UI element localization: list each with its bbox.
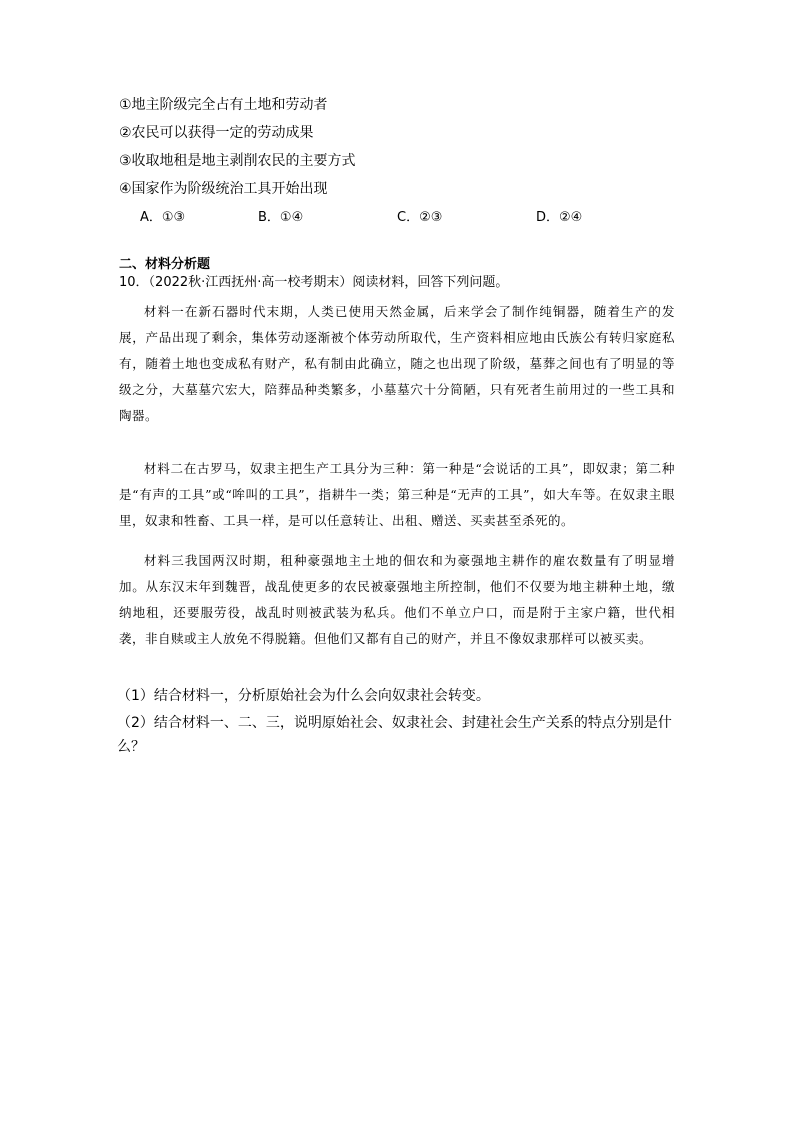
- sub-question-2: （2）结合材料一、二、三，说明原始社会、奴隶社会、封建社会生产关系的特点分别是什么？: [117, 715, 672, 755]
- material-3: 材料三我国两汉时期，租种豪强地主土地的佃农和为豪强地主耕作的雇农数量有了明显增加。从东汉末年到魏晋，战乱使更多的农民被豪强地主所控制，他们不仅要为地主耕种土地，缴纳地租，还要服劳役，战乱时则被武装为私兵。他们不单立户口，而是附于主家户籍，世代相袭，非自赎或主人放免不得脱籍。但他们又都有自己的财产，并且不像奴隶那样可以被买卖。: [119, 553, 675, 646]
- option-b[interactable]: B．①④: [258, 210, 304, 225]
- material-2: 材料二在古罗马，奴隶主把生产工具分为三种：第一种是“会说话的工具”，即奴隶；第二种是“有声的工具”或“哞叫的工具”，指耕牛一类；第三种是“无声的工具”，如大车等。在奴隶主眼里，奴隶和牲畜、工具一样，是可以任意转让、出租、赠送、买卖甚至杀死的。: [119, 461, 675, 528]
- sub-question-1: （1）结合材料一，分析原始社会为什么会向奴隶社会转变。: [117, 688, 490, 704]
- section-title: 二、材料分析题: [119, 257, 211, 272]
- answer-options: [0, 206, 794, 226]
- option-a[interactable]: A．①③: [140, 210, 186, 225]
- statement-1: ①地主阶级完全占有土地和劳动者: [119, 97, 328, 113]
- material-1: 材料一在新石器时代末期，人类已使用天然金属，后来学会了制作纯铜器，随着生产的发展，产品出现了剩余，集体劳动逐渐被个体劳动所取代，生产资料相应地由氏族公有转归家庭私有，随着土地也变成私有财产，私有制由此确立，随之也出现了阶级，墓葬之间也有了明显的等级之分，大墓墓穴宏大，陪葬品种类繁多，小墓墓穴十分简陋，只有死者生前用过的一些工具和陶器。: [119, 304, 675, 423]
- statement-3: ③收取地租是地主剥削农民的主要方式: [119, 153, 356, 169]
- question-header: 10．（2022秋·江西抚州·高一校考期末）阅读材料，回答下列问题。: [119, 275, 509, 290]
- option-d[interactable]: D．②④: [536, 210, 583, 225]
- statement-4: ④国家作为阶级统治工具开始出现: [119, 181, 328, 197]
- statement-2: ②农民可以获得一定的劳动成果: [119, 125, 314, 141]
- option-c[interactable]: C．②③: [397, 210, 443, 225]
